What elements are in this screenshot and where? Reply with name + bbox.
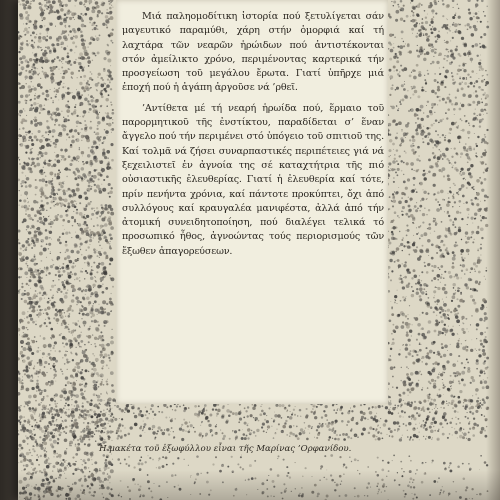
blurb-paragraph-1: Μιά παληομοδίτικη ἱστορία πού ξετυλίγεται σάν μαγευτικό παραμύθι, χάρη στήν ὁμορφιά καί τή λαχτάρα τῶν νεαρῶν ἡρώιδων πού ἀντιστέκονται στόν ἀμείλικτο χρόνο, περιμένοντας καρτερικά τήν προσγείωση τοῦ μεγάλου ἔρωτα. Γιατί ὑπῆρχε μιά ἐποχή πού ἡ ἀγάπη ἀργοῦσε νά ’ρθεῖ. (122, 11, 384, 94)
bottom-shadow (18, 470, 500, 500)
blurb-paragraph-2: ’Αντίθετα μέ τή νεαρή ἡρωίδα πού, ἕρμαιο τοῦ παρορμητικοῦ τῆς ἐνστίκτου, παραδίδεται σ’ ἕναν ἄγγελο πού τήν περιμένει στό ὑπόγειο τοῦ σπιτιοῦ της. Καί τολμᾶ νά ζήσει συναρπαστικές περιπέτειες γιά νά ξεχειλιστεῖ ἐν ἀγνοία της σέ καταχτήτρια τῆς πιό οὐσιαστικῆς ἐλευθερίας. Γιατί ἡ ἐλευθερία καί τότε, πρίν πενήντα χρόνια, καί πάντοτε προκύπτει, ὄχι ἀπό συλλόγους καί κραυγαλέα μανιφέστα, ἀλλά ἀπό τήν ἀτομική συνειδητοποίηση, πού διαλέγει τελικά τό προσωπικό ἦθος, ἀγνοώντας τούς περιορισμούς τῶν ἔξωθεν ἀπαγορεύσεων. (122, 102, 384, 257)
page-edge-shadow (486, 0, 500, 500)
book-back-cover (18, 0, 500, 500)
blurb-text (122, 10, 384, 265)
cover-design-credit: Ἡ μακέτα τοῦ ἐξωφύλλου εἶναι τῆς Μαρίνας ’Ορφανίδου. (98, 444, 352, 454)
